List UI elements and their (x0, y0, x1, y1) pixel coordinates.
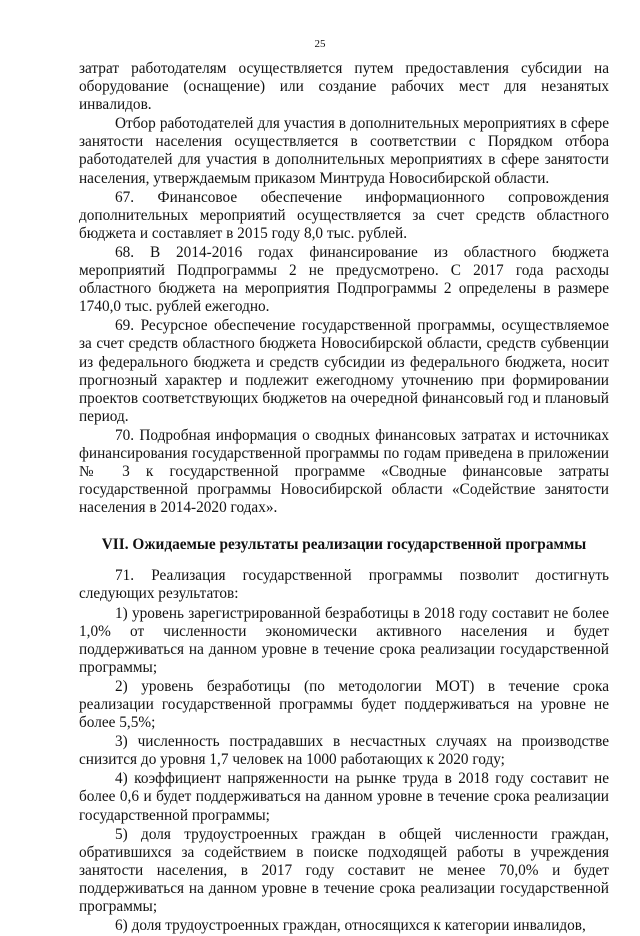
paragraph: 71. Реализация государственной программы позволит достигнуть следующих результатов: (79, 567, 609, 603)
paragraph: 4) коэффициент напряженности на рынке труда в 2018 году составит не более 0,6 и будет поддерживаться на данном уровне в течение срока реализации государственной программы; (79, 770, 609, 824)
page-number: 25 (314, 38, 326, 50)
document-body (79, 60, 609, 936)
paragraph: 1) уровень зарегистрированной безработицы в 2018 году составит не более 1,0% от численности экономически активного населения и будет поддерживаться на данном уровне в течение срока реализации государственной программы; (79, 604, 609, 676)
paragraph: 5) доля трудоустроенных граждан в общей численности граждан, обратившихся за содействием в поиске подходящей работы в учреждения занятости населения, в 2017 году составит не менее 70,0% и будет поддерживаться на данном уровне в течение срока реализации государственной программы; (79, 825, 609, 916)
paragraph: 2) уровень безработицы (по методологии МОТ) в течение срока реализации государственной программы будет поддерживаться на уровне не более 5,5%; (79, 677, 609, 732)
paragraph: затрат работодателям осуществляется путем предоставления субсидии на оборудование (оснащение) или создание рабочих мест для незанятых инвалидов. (79, 60, 609, 114)
paragraph: 67. Финансовое обеспечение информационного сопровождения дополнительных мероприятий осуществляется за счет средств областного бюджета и составляет в 2015 году 8,0 тыс. рублей. (79, 188, 609, 242)
paragraph: 3) численность пострадавших в несчастных случаях на производстве снизится до уровня 1,7 человек на 1000 работающих к 2020 году; (79, 733, 609, 769)
paragraph: Отбор работодателей для участия в дополнительных мероприятиях в сфере занятости населения осуществляется в соответствии с Порядком отбора работодателей для участия в дополнительных мероприятиях в сфере занятости населения, утверждаемым приказом Минтруда Новосибирской области. (79, 115, 609, 187)
paragraphs-after-heading (79, 567, 609, 935)
paragraphs-before-heading (79, 60, 609, 517)
paragraph: 6) доля трудоустроенных граждан, относящихся к категории инвалидов, (115, 917, 586, 935)
paragraph: 68. В 2014-2016 годах финансирование из областного бюджета мероприятий Подпрограммы 2 не предусмотрено. С 2017 года расходы областного бюджета на мероприятия Подпрограммы 2 определены в размере 1740,0 тыс. рублей ежегодно. (79, 243, 609, 316)
paragraph: 70. Подробная информация о сводных финансовых затратах и источниках финансирования государственной программы по годам приведена в приложении № 3 к государственной программе «Сводные финансовые затраты государственной программы Новосибирской области «Содействие занятости населения в 2014-2020 годах». (79, 426, 609, 517)
paragraph: 69. Ресурсное обеспечение государственной программы, осуществляемое за счет средств областного бюджета Новосибирской области, средств субвенции из федерального бюджета и средств субсидии из федерального бюджета, носит прогнозный характер и подлежит ежегодному уточнению при формировании проектов соответствующих бюджетов на очередной финансовый год и плановый период. (79, 317, 609, 425)
section-heading: VII. Ожидаемые результаты реализации государственной программы (101, 536, 587, 554)
